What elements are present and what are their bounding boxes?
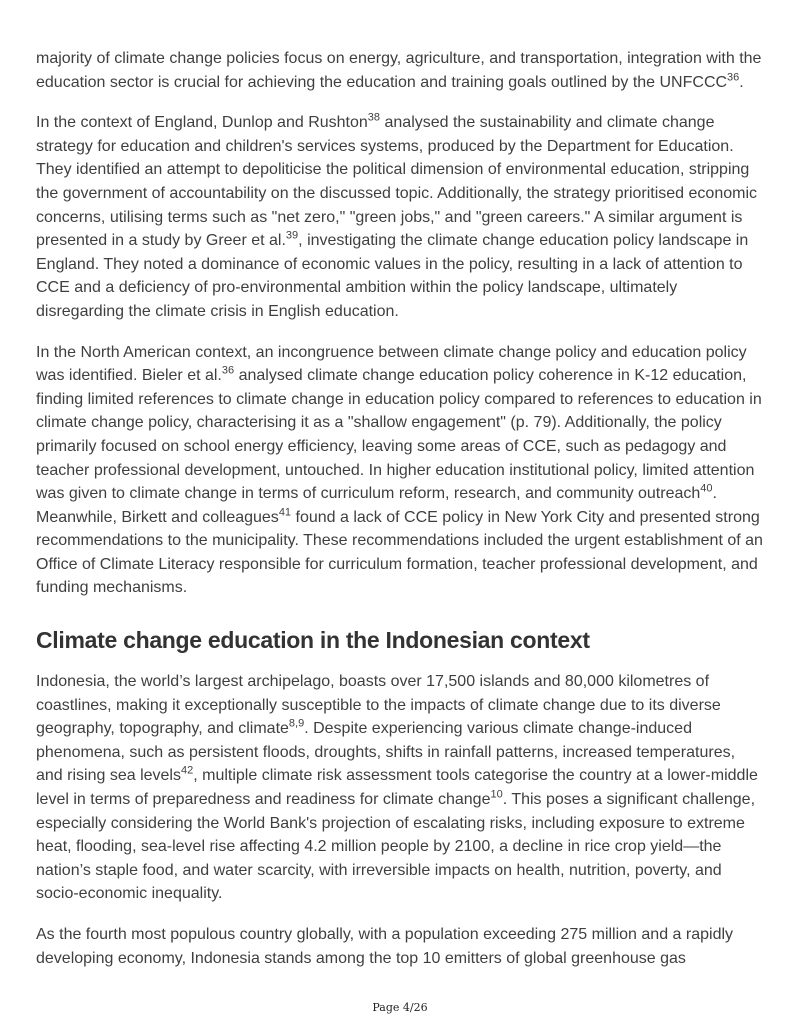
citation-superscript: 36 [727,71,740,84]
paragraphs-bottom [36,670,764,970]
paragraph [36,670,764,906]
citation-superscript: 42 [180,765,194,778]
paragraph-text: analysed climate change education policy coherence in K-12 education, finding limited references to climate change in education policy compared to references to education in climate change policy, characterising it as a "shallow engagement" (p. 79). Additionally, the policy primarily focused on school energy efficiency, leaving some areas of CCE, such as pedagogy and teacher professional development, untouched. In higher education institutional policy, limited attention was given to climate change in terms of curriculum reform, research, and community outreach [36,367,762,503]
citation-superscript: 8,9 [288,717,305,730]
paragraph-text: In the North American context, an incongruence between climate change policy and education policy was identified. Bieler et al. [36,343,747,385]
paragraph [36,923,764,970]
paragraph-text: , multiple climate risk assessment tools categorise the country at a lower-middle level in terms of preparedness and readiness for climate change [36,767,758,809]
paragraph-text: Indonesia, the world’s largest archipelago, boasts over 17,500 islands and 80,000 kilometres of coastlines, making it exceptionally susceptible to the impacts of climate change due to its diverse geography, topography, and climate [36,673,721,738]
document-body [36,47,764,987]
paragraph [36,341,764,601]
paragraph-text: . Meanwhile, Birkett and colleagues [36,485,717,526]
page-footer [0,1001,800,1014]
citation-superscript: 38 [367,111,381,124]
paragraph-text: majority of climate change policies focus on energy, agriculture, and transportation, integration with the education sector is crucial for achieving the education and training goals outlined by the UNFCCC [36,50,762,91]
paragraphs-top [36,47,764,600]
paragraph-text: As the fourth most populous country globally, with a population exceeding 275 million and a rapidly developing economy, Indonesia stands among the top 10 emitters of global greenhouse gas [36,926,734,967]
citation-superscript: 10 [490,788,503,801]
paragraph-text: . Despite experiencing various climate change-induced phenomena, such as persistent floods, droughts, shifts in rainfall patterns, increased temperatures, and rising sea levels [36,720,736,785]
paragraph-text: , investigating the climate change education policy landscape in England. They noted a dominance of economic values in the policy, resulting in a lack of attention to CCE and a deficiency of pro-environmental ambition within the policy landscape, ultimately disregarding the climate crisis in English education. [36,232,749,320]
paragraph [36,111,764,323]
citation-superscript: 39 [285,229,299,242]
citation-superscript: 41 [278,506,292,519]
paragraph-text: analysed the sustainability and climate change strategy for education and children's services systems, produced by the Department for Education. They identified an attempt to depoliticise the political dimension of environmental education, stripping the government of accountability on the discussed topic. Additionally, the strategy prioritised economic concerns, utilising terms such as "net zero," "green jobs," and "green careers." A similar argument is presented in a study by Greer et al. [36,114,757,250]
citation-superscript: 40 [700,482,713,495]
paragraph-text: . This poses a significant challenge, especially considering the World Bank's projection of escalating risks, including exposure to extreme heat, flooding, sea-level rise affecting 4.2 million people by 2100, a decline in rice crop yield—the nation’s staple food, and water scarcity, with irreversible impacts on health, nutrition, poverty, and socio-economic inequality. [36,791,756,903]
paragraph [36,47,764,94]
paragraph-text: found a lack of CCE policy in New York City and presented strong recommendations to the municipality. These recommendations included the urgent establishment of an Office of Climate Literacy responsible for curriculum formation, teacher professional development, and funding mechanisms. [36,508,763,597]
paragraph-text: . [739,73,744,91]
page-number: Page 4/26 [372,1001,428,1014]
section-heading: Climate change education in the Indonesian context [36,627,590,654]
paragraph-text: In the context of England, Dunlop and Rushton [36,114,368,132]
citation-superscript: 36 [221,364,235,377]
